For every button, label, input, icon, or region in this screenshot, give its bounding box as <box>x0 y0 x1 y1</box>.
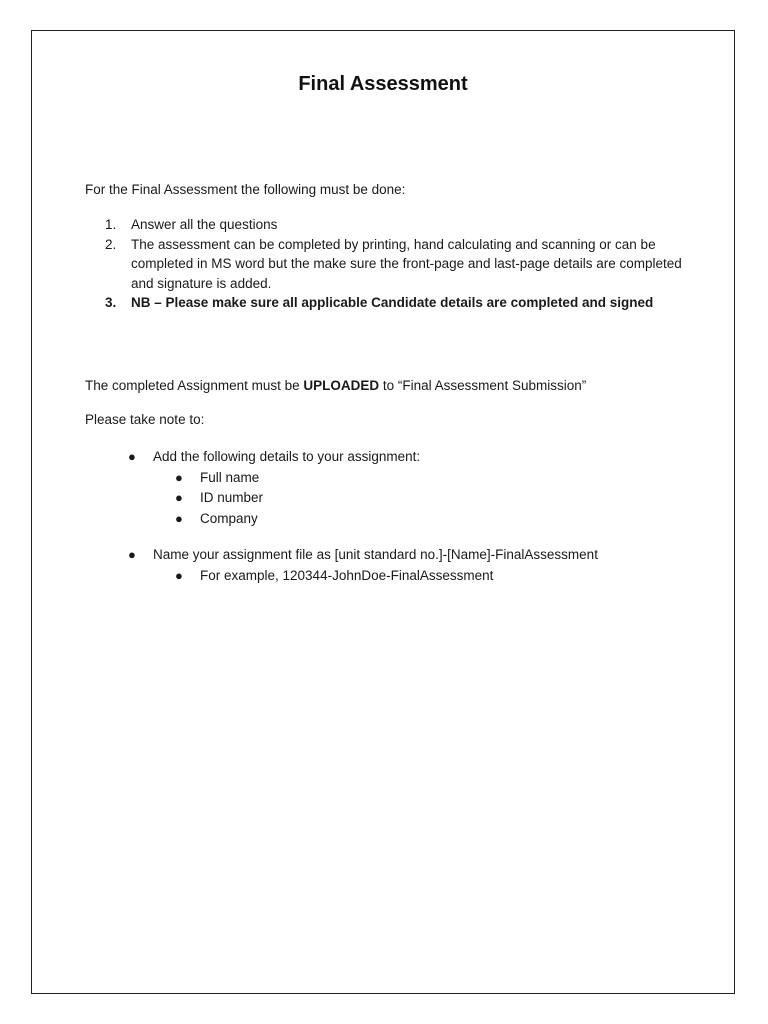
list-number: 2. <box>105 236 117 252</box>
bullet-icon: ● <box>175 490 183 505</box>
bullet-icon: ● <box>175 567 183 583</box>
sub-bullet-text: For example, 120344-JohnDoe-FinalAssessment <box>200 567 494 583</box>
sub-bullet-item <box>85 488 705 509</box>
sub-bullet-text: Company <box>200 510 258 526</box>
bullet-text: Add the following details to your assignment: <box>153 449 421 464</box>
upload-emphasis: UPLOADED <box>303 378 380 393</box>
list-item-text: NB – Please make sure all applicable Candidate details are completed and signed <box>131 295 654 310</box>
sub-bullet-text: Full name <box>200 469 260 485</box>
spacer <box>85 529 705 545</box>
bullet-icon: ● <box>128 449 136 464</box>
note-text: Please take note to: <box>85 412 205 427</box>
bullet-icon: ● <box>175 510 183 526</box>
intro-text: For the Final Assessment the following must be done: <box>85 182 406 197</box>
sub-bullet-item <box>85 468 705 489</box>
upload-suffix: to “Final Assessment Submission” <box>379 378 587 393</box>
list-item <box>85 235 685 294</box>
bullet-item <box>85 447 705 468</box>
upload-prefix: The completed Assignment must be <box>85 378 304 393</box>
bullet-icon: ● <box>128 547 136 562</box>
list-item-text: Answer all the questions <box>131 217 278 232</box>
bullet-icon: ● <box>175 469 183 485</box>
sub-bullet-item <box>85 509 705 530</box>
page-title: Final Assessment <box>298 73 468 95</box>
upload-instruction <box>85 376 586 395</box>
numbered-list <box>85 215 685 313</box>
list-number: 1. <box>105 217 117 232</box>
list-item-text: The assessment can be completed by printing, hand calculating and scanning or can be completed in MS word but the make sure the front-page and last-page details are completed and signature is added. <box>131 236 682 291</box>
list-number: 3. <box>105 295 117 310</box>
list-item <box>85 215 685 235</box>
document-page <box>31 30 735 994</box>
sub-bullet-text: ID number <box>200 490 264 505</box>
list-item <box>85 293 685 313</box>
bullet-list <box>85 447 705 586</box>
bullet-text: Name your assignment file as [unit standard no.]-[Name]-FinalAssessment <box>153 547 598 562</box>
bullet-item <box>85 545 705 566</box>
sub-bullet-item <box>85 566 705 587</box>
